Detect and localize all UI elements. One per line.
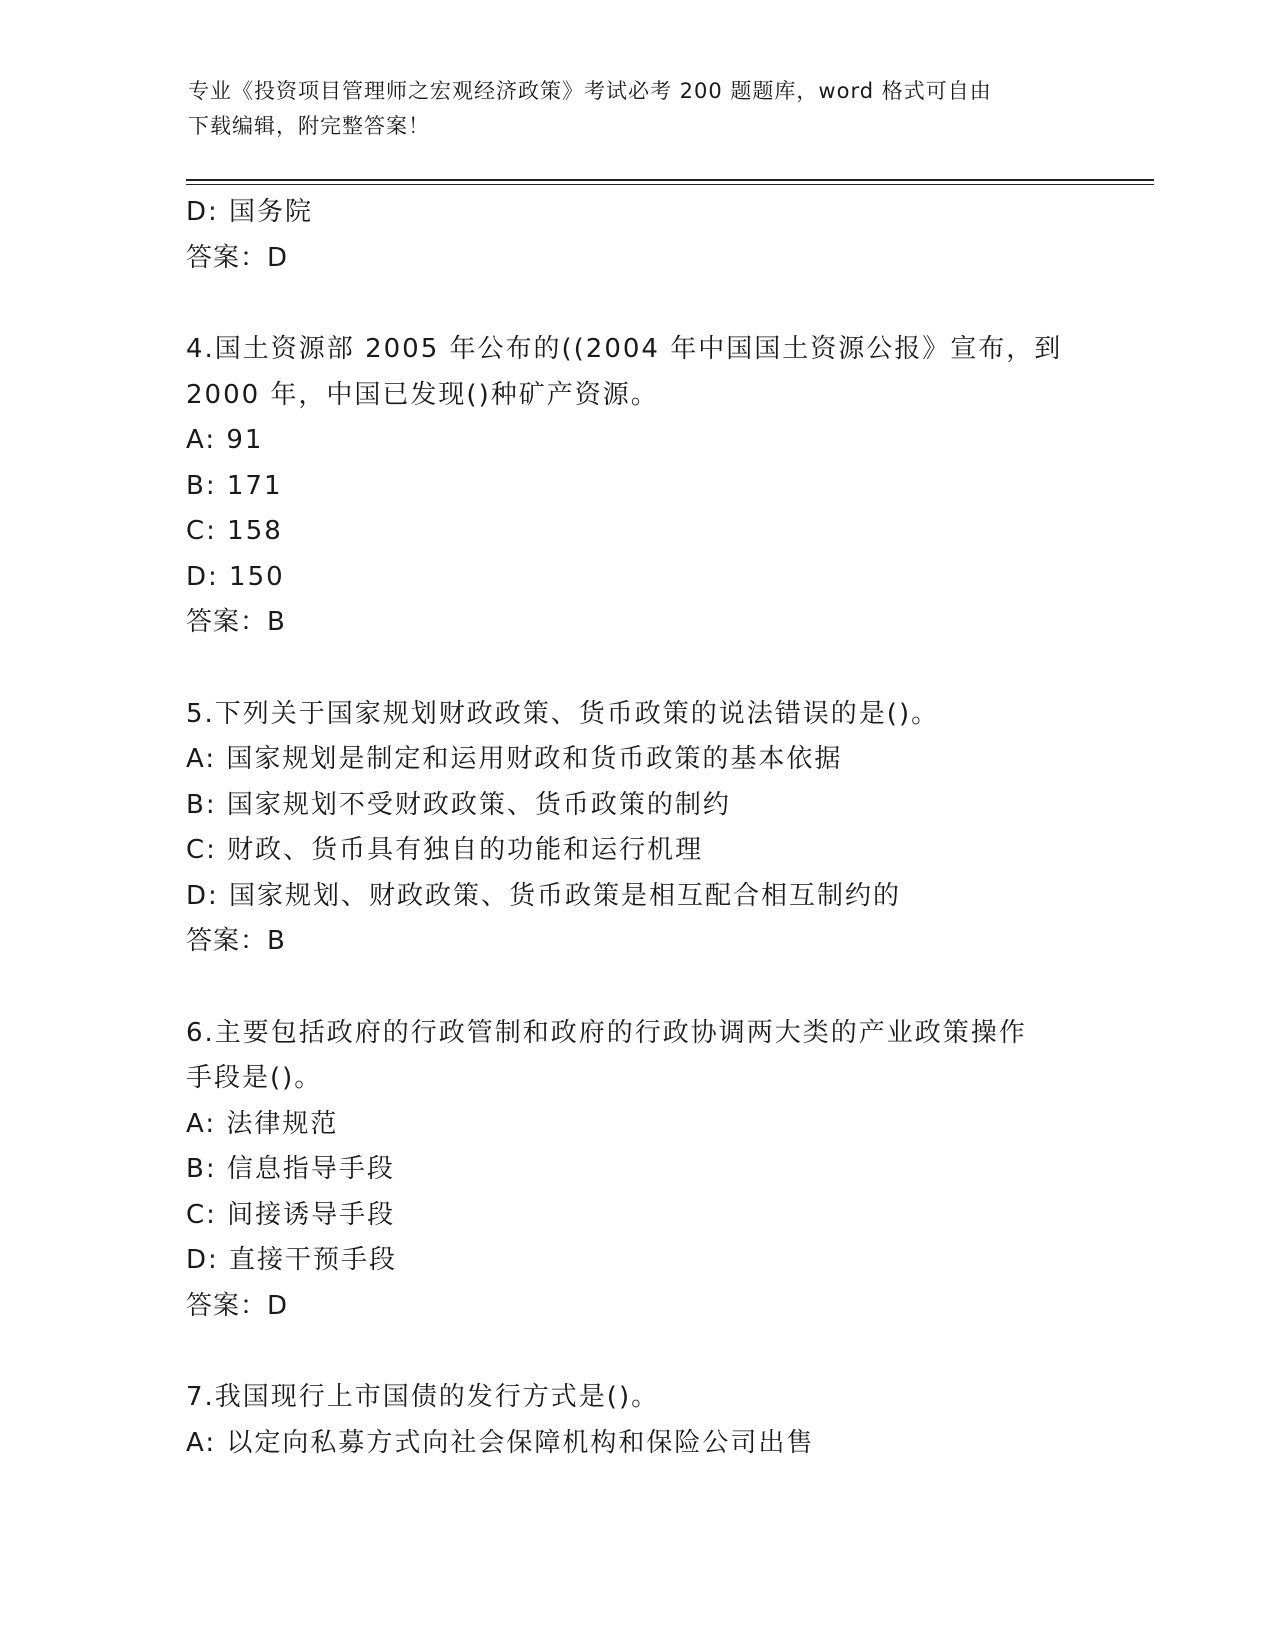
answer: 答案：D <box>186 242 289 273</box>
option-d: D: 国家规划、财政政策、货币政策是相互配合相互制约的 <box>186 880 902 911</box>
spacer <box>186 646 1086 692</box>
header-line-1: 专业《投资项目管理师之宏观经济政策》考试必考 200 题题库，word 格式可自由 <box>188 79 992 103</box>
spacer <box>186 1329 1086 1375</box>
option-a: A: 国家规划是制定和运用财政和货币政策的基本依据 <box>186 744 843 774</box>
question-stem: 4.国土资源部 2005 年公布的((2004 年中国国土资源公报》宣布，到 <box>186 334 1063 364</box>
question-7 <box>186 1375 1086 1466</box>
header-rule-thin <box>186 184 1154 185</box>
question-stem: 6.主要包括政府的行政管制和政府的行政协调两大类的产业政策操作 <box>186 1017 1027 1048</box>
answer: 答案：B <box>186 607 286 637</box>
answer: 答案：B <box>186 926 286 956</box>
question-stem: 7.我国现行上市国债的发行方式是()。 <box>186 1382 660 1412</box>
question-list <box>186 190 1086 1466</box>
answer: 答案：D <box>186 1290 289 1321</box>
question-3-tail <box>186 190 1086 281</box>
option-a: A: 91 <box>186 425 264 455</box>
option-d: D: 直接干预手段 <box>186 1245 398 1275</box>
spacer <box>186 965 1086 1011</box>
option-c: C: 158 <box>186 516 283 546</box>
option-b: B: 171 <box>186 470 283 501</box>
spacer <box>186 281 1086 327</box>
question-stem: 5.下列关于国家规划财政政策、货币政策的说法错误的是()。 <box>186 698 940 729</box>
option-c: C: 财政、货币具有独自的功能和运行机理 <box>186 835 704 865</box>
option-b: B: 信息指导手段 <box>186 1154 395 1184</box>
option-c: C: 间接诱导手段 <box>186 1199 396 1230</box>
question-6 <box>186 1011 1086 1330</box>
question-stem: 2000 年，中国已发现()种矿产资源。 <box>186 379 659 410</box>
option-a: A: 以定向私募方式向社会保障机构和保险公司出售 <box>186 1427 815 1458</box>
question-4 <box>186 327 1086 646</box>
option-a: A: 法律规范 <box>186 1108 339 1139</box>
option-d: D: 150 <box>186 561 285 592</box>
option-d: D: 国务院 <box>186 197 314 227</box>
question-5 <box>186 692 1086 965</box>
question-stem: 手段是()。 <box>186 1063 323 1093</box>
option-b: B: 国家规划不受财政政策、货币政策的制约 <box>186 789 731 820</box>
header-rule-thick <box>186 179 1154 181</box>
page-header <box>188 74 1068 144</box>
header-line-2: 下载编辑，附完整答案！ <box>188 114 430 138</box>
